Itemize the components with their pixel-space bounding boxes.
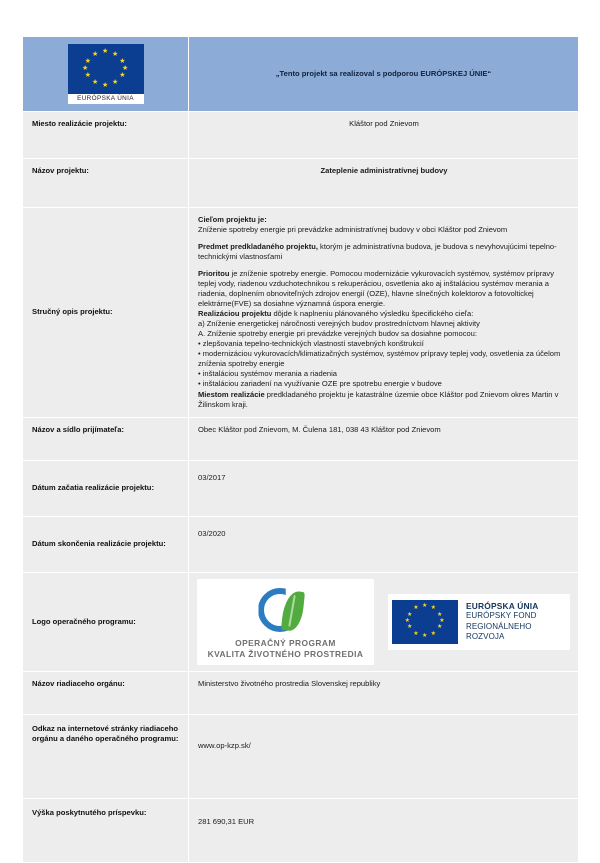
op-kzp-logo-text bbox=[208, 638, 364, 659]
op-kzp-logo bbox=[197, 579, 374, 665]
desc-subject-bold: Predmet predkladaného projektu, bbox=[198, 242, 318, 252]
desc-line-a: a) Zníženie energetickej náročnosti verejných budov prostredníctvom hlavnej aktivity bbox=[198, 319, 480, 329]
desc-goal-heading: Cieľom projektu je: bbox=[198, 215, 267, 224]
desc-bullet-1: • zlepšovania tepelno-technických vlastností stavebných konštrukcií bbox=[198, 339, 424, 349]
label-logo: Logo operačného programu: bbox=[23, 573, 188, 671]
value-amount: 281 690,31 EUR bbox=[189, 799, 578, 862]
label-authority: Názov riadiaceho orgánu: bbox=[23, 672, 188, 714]
header-slogan: „Tento projekt sa realizoval s podporou EURÓPSKEJ ÚNIE“ bbox=[189, 37, 578, 111]
desc-realization-rest: dôjde k naplneniu plánovaného výsledku špecifického cieľa: bbox=[271, 309, 474, 319]
eu-erdf-line-2: EURÓPSKY FOND bbox=[465, 611, 537, 621]
desc-place-rest: predkladaného projektu je katastrálne územie obce Kláštor pod Znievom okres Martin v Žilinskom kraji. bbox=[198, 389, 559, 409]
label-place: Miesto realizácie projektu: bbox=[23, 112, 188, 158]
value-place: Kláštor pod Znievom bbox=[189, 112, 578, 158]
eu-flag-icon-small bbox=[392, 600, 458, 644]
desc-bullet-2: • modernizáciou vykurovacích/klimatizačných systémov, systémov prípravy teplej vody, osvetlenia za účelom zníženia spotreby energie bbox=[198, 349, 561, 369]
eu-erdf-line-3: REGIONÁLNEHO ROZVOJA bbox=[465, 621, 532, 642]
label-recipient: Názov a sídlo prijímateľa: bbox=[23, 418, 188, 460]
desc-realization-bold: Realizáciou projektu bbox=[198, 309, 272, 319]
table-row-description bbox=[23, 208, 578, 417]
table-row-logo bbox=[23, 573, 578, 671]
desc-goal-text: Zníženie spotreby energie pri prevádzke administratívnej budovy v obci Kláštor pod Znievom bbox=[198, 225, 508, 235]
eu-emblem bbox=[68, 44, 144, 104]
logo-strip bbox=[197, 579, 570, 665]
eu-flag-icon bbox=[68, 44, 144, 94]
table-row-authority bbox=[23, 672, 578, 714]
eu-erdf-text bbox=[466, 601, 566, 643]
table-row-start-date bbox=[23, 461, 578, 516]
value-start-date: 03/2017 bbox=[189, 461, 578, 516]
desc-line-b: A. Zníženie spotreby energie pri prevádzke verejných budov sa dosiahne pomocou: bbox=[198, 329, 477, 339]
value-end-date: 03/2020 bbox=[189, 517, 578, 572]
table-row-link bbox=[23, 715, 578, 798]
value-link[interactable]: www.op-kzp.sk/ bbox=[189, 715, 578, 798]
table-row-amount bbox=[23, 799, 578, 862]
op-kzp-line-1: OPERAČNÝ PROGRAM bbox=[235, 637, 336, 648]
label-description: Stručný opis projektu: bbox=[23, 208, 188, 417]
table-row-end-date bbox=[23, 517, 578, 572]
label-end-date: Dátum skončenia realizácie projektu: bbox=[23, 517, 188, 572]
op-kzp-line-2: KVALITA ŽIVOTNÉHO PROSTREDIA bbox=[207, 648, 364, 659]
desc-subject-rest: ktorým je administratívna budova, je budova s nevyhovujúcimi tepelno-technickými vlastnosťami bbox=[198, 242, 557, 262]
eu-erdf-line-1: EURÓPSKA ÚNIA bbox=[465, 600, 539, 611]
eu-logo-cell bbox=[23, 37, 188, 111]
table-row-place bbox=[23, 112, 578, 158]
label-start-date: Dátum začatia realizácie projektu: bbox=[23, 461, 188, 516]
eu-erdf-logo bbox=[388, 594, 570, 650]
project-info-table bbox=[22, 36, 579, 863]
value-description bbox=[189, 208, 578, 417]
value-logo bbox=[189, 573, 578, 671]
value-project-name: Zateplenie administratívnej budovy bbox=[189, 159, 578, 207]
desc-place-bold: Miestom realizácie bbox=[198, 389, 265, 399]
desc-bullet-4: • inštaláciou zariadení na využívanie OZE pre spotrebu energie v budove bbox=[198, 379, 442, 389]
desc-bullet-3: • inštaláciou systémov merania a riadenia bbox=[198, 369, 337, 379]
value-recipient: Obec Kláštor pod Znievom, M. Čulena 181, 038 43 Kláštor pod Znievom bbox=[189, 418, 578, 460]
label-link: Odkaz na internetové stránky riadiaceho orgánu a daného operačného programu: bbox=[23, 715, 188, 798]
label-project-name: Názov projektu: bbox=[23, 159, 188, 207]
label-amount: Výška poskytnutého príspevku: bbox=[23, 799, 188, 862]
desc-priority-rest: je zníženie spotreby energie. Pomocou modernizácie vykurovacích systémov, systémov prípravy teplej vody, riadenou vzduchotechnikou s rekuperáciou, osvetlenia ako aj inštaláciou systémov merania a riadenia, doplnením obnoviteľných zdrojov energií (OZE), hlavne slnečných kolektorov a fotovoltickej elektrárne(FVE) sa dosiahne významná úspora energie. bbox=[198, 269, 554, 309]
op-kzp-mark-icon bbox=[258, 588, 312, 634]
table-row-project-name bbox=[23, 159, 578, 207]
desc-priority-bold: Prioritou bbox=[198, 269, 230, 279]
table-header-row bbox=[23, 37, 578, 111]
value-authority: Ministerstvo životného prostredia Slovenskej republiky bbox=[189, 672, 578, 714]
eu-flag-caption: EURÓPSKA ÚNIA bbox=[68, 94, 144, 104]
table-row-recipient bbox=[23, 418, 578, 460]
